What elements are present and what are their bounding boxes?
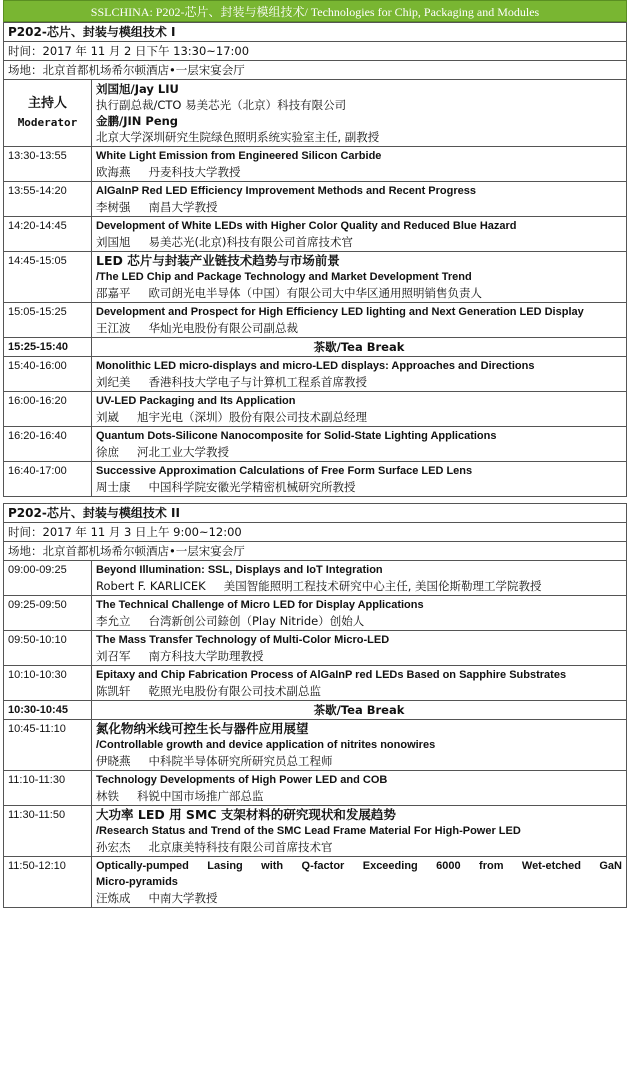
speaker-line <box>96 374 622 390</box>
tea-break: 茶歇/Tea Break <box>92 338 627 357</box>
agenda-row <box>4 462 627 497</box>
speaker-line <box>96 839 622 855</box>
time-slot: 15:05-15:25 <box>4 303 92 338</box>
time-slot: 16:40-17:00 <box>4 462 92 497</box>
speaker-name: 刘崴 <box>96 410 119 424</box>
talk-title-zh: 氮化物纳米线可控生长与器件应用展望 <box>96 721 309 736</box>
time-slot: 14:20-14:45 <box>4 217 92 252</box>
session-1-rows <box>4 147 627 497</box>
speaker-line <box>96 613 622 629</box>
speaker-line <box>96 444 622 460</box>
talk-title: White Light Emission from Engineered Silicon Carbide <box>96 150 382 162</box>
agenda-row <box>4 561 627 596</box>
talk-cell <box>92 771 627 806</box>
speaker-affiliation: 华灿光电股份有限公司副总裁 <box>148 321 298 335</box>
talk-title: AlGaInP Red LED Efficiency Improvement Methods and Recent Progress <box>96 185 476 197</box>
agenda-row <box>4 357 627 392</box>
speaker-name: 汪炼成 <box>96 891 131 905</box>
speaker-name: 孙宏杰 <box>96 840 131 854</box>
speaker-line <box>96 648 622 664</box>
time-slot: 13:30-13:55 <box>4 147 92 182</box>
time-slot: 13:55-14:20 <box>4 182 92 217</box>
agenda-row <box>4 596 627 631</box>
agenda-row <box>4 666 627 701</box>
moderator-2-name: 金鹏/JIN Peng <box>96 114 179 128</box>
session-2-venue: 场地：北京首都机场希尔顿酒店•一层宋宴会厅 <box>4 542 627 561</box>
talk-cell <box>92 720 627 771</box>
talk-title-zh: 大功率 LED 用 SMC 支架材料的研究现状和发展趋势 <box>96 807 396 822</box>
speaker-name: 王江波 <box>96 321 131 335</box>
speaker-name: 伊晓燕 <box>96 754 131 768</box>
moderator-cell <box>92 80 627 147</box>
agenda-row <box>4 147 627 182</box>
speaker-line <box>96 164 622 180</box>
talk-title: Epitaxy and Chip Fabrication Process of AlGaInP red LEDs Based on Sapphire Substrates <box>96 669 567 681</box>
speaker-affiliation: 易美芯光(北京)科技有限公司首席技术官 <box>148 235 353 249</box>
talk-title: UV-LED Packaging and Its Application <box>96 395 296 407</box>
session-2-table <box>3 503 627 908</box>
session-1-table <box>3 22 627 497</box>
speaker-line <box>96 479 622 495</box>
talk-title: The Mass Transfer Technology of Multi-Color Micro-LED <box>96 634 390 646</box>
break-row <box>4 701 627 720</box>
time-slot: 10:30-10:45 <box>4 701 92 720</box>
speaker-affiliation: 南昌大学教授 <box>148 200 218 214</box>
time-slot: 09:50-10:10 <box>4 631 92 666</box>
agenda-row <box>4 217 627 252</box>
time-slot: 15:40-16:00 <box>4 357 92 392</box>
speaker-name: 欧海燕 <box>96 165 131 179</box>
talk-title: Development of White LEDs with Higher Color Quality and Reduced Blue Hazard <box>96 220 517 232</box>
time-slot: 10:10-10:30 <box>4 666 92 701</box>
session-2-rows <box>4 561 627 908</box>
agenda-row <box>4 392 627 427</box>
time-slot: 09:25-09:50 <box>4 596 92 631</box>
moderator-1-title: 执行副总裁/CTO 易美芯光（北京）科技有限公司 <box>96 98 347 112</box>
talk-cell <box>92 357 627 392</box>
session-1-title: P202-芯片、封装与模组技术 I <box>4 23 627 42</box>
agenda-page <box>3 0 627 908</box>
session-2-title: P202-芯片、封装与模组技术 II <box>4 504 627 523</box>
talk-cell <box>92 561 627 596</box>
agenda-row <box>4 771 627 806</box>
talk-cell <box>92 596 627 631</box>
time-slot: 14:45-15:05 <box>4 252 92 303</box>
talk-cell <box>92 666 627 701</box>
speaker-name: 邵嘉平 <box>96 286 131 300</box>
speaker-name: 刘纪美 <box>96 375 131 389</box>
talk-title: /The LED Chip and Package Technology and Market Development Trend <box>96 271 472 283</box>
speaker-affiliation: 美国智能照明工程技术研究中心主任, 美国伦斯勒理工学院教授 <box>223 579 542 593</box>
speaker-name: 刘召军 <box>96 649 131 663</box>
speaker-affiliation: 河北工业大学教授 <box>137 445 229 459</box>
speaker-affiliation: 丹麦科技大学教授 <box>148 165 241 179</box>
moderator-1-name: 刘国旭/Jay LIU <box>96 82 179 96</box>
time-slot: 16:00-16:20 <box>4 392 92 427</box>
talk-cell <box>92 217 627 252</box>
speaker-affiliation: 乾照光电股份有限公司技术副总监 <box>148 684 321 698</box>
speaker-affiliation: 台湾新创公司錼创（Play Nitride）创始人 <box>148 614 365 628</box>
talk-cell <box>92 182 627 217</box>
speaker-name: 周士康 <box>96 480 131 494</box>
speaker-name: 李允立 <box>96 614 131 628</box>
speaker-affiliation: 中科院半导体研究所研究员总工程师 <box>148 754 333 768</box>
talk-title: /Research Status and Trend of the SMC Lead Frame Material For High-Power LED <box>96 825 521 837</box>
session-1-time: 时间：2017 年 11 月 2 日下午 13:30~17:00 <box>4 42 627 61</box>
speaker-affiliation: 香港科技大学电子与计算机工程系首席教授 <box>148 375 367 389</box>
talk-cell <box>92 806 627 857</box>
speaker-name: 李树强 <box>96 200 131 214</box>
moderator-label-en: Moderator <box>17 116 78 129</box>
talk-title: Technology Developments of High Power LED and COB <box>96 774 388 786</box>
talk-cell <box>92 462 627 497</box>
talk-cell <box>92 631 627 666</box>
talk-cell <box>92 147 627 182</box>
speaker-line <box>96 683 622 699</box>
agenda-row <box>4 720 627 771</box>
speaker-name: 徐庶 <box>96 445 119 459</box>
speaker-name: 陈凯轩 <box>96 684 131 698</box>
speaker-name: 林铁 <box>96 789 119 803</box>
time-slot: 09:00-09:25 <box>4 561 92 596</box>
speaker-line <box>96 409 622 425</box>
talk-title: Optically-pumped Lasing with Q-factor Exceeding 6000 from Wet-etched GaN <box>96 860 622 872</box>
time-slot: 11:10-11:30 <box>4 771 92 806</box>
agenda-row <box>4 806 627 857</box>
speaker-name: Robert F. KARLICEK <box>96 579 206 593</box>
moderator-label <box>4 80 92 147</box>
talk-title: /Controllable growth and device application of nitrites nonowires <box>96 739 436 751</box>
speaker-line <box>96 890 622 906</box>
talk-cell <box>92 427 627 462</box>
talk-cell <box>92 857 627 908</box>
talk-title: The Technical Challenge of Micro LED for Display Applications <box>96 599 424 611</box>
break-row <box>4 338 627 357</box>
time-slot: 15:25-15:40 <box>4 338 92 357</box>
session-2-time: 时间：2017 年 11 月 3 日上午 9:00~12:00 <box>4 523 627 542</box>
talk-title: Beyond Illumination: SSL, Displays and IoT Integration <box>96 564 383 576</box>
agenda-row <box>4 631 627 666</box>
speaker-affiliation: 欧司朗光电半导体（中国）有限公司大中华区通用照明销售负责人 <box>148 286 482 300</box>
talk-title: Successive Approximation Calculations of Free Form Surface LED Lens <box>96 465 473 477</box>
agenda-row <box>4 182 627 217</box>
talk-cell <box>92 303 627 338</box>
talk-title-cont: Micro-pyramids <box>96 876 178 888</box>
tea-break: 茶歇/Tea Break <box>92 701 627 720</box>
talk-cell <box>92 392 627 427</box>
talk-cell <box>92 252 627 303</box>
speaker-name: 刘国旭 <box>96 235 131 249</box>
speaker-affiliation: 北京康美特科技有限公司首席技术官 <box>148 840 333 854</box>
speaker-line <box>96 753 622 769</box>
moderator-2-title: 北京大学深圳研究生院绿色照明系统实验室主任, 副教授 <box>96 130 380 144</box>
time-slot: 11:30-11:50 <box>4 806 92 857</box>
talk-title: Quantum Dots-Silicone Nanocomposite for Solid-State Lighting Applications <box>96 430 497 442</box>
speaker-affiliation: 旭宇光电（深圳）股份有限公司技术副总经理 <box>137 410 367 424</box>
speaker-line <box>96 285 622 301</box>
agenda-row <box>4 252 627 303</box>
time-slot: 10:45-11:10 <box>4 720 92 771</box>
banner: SSLCHINA: P202-芯片、封装与模组技术/ Technologies for Chip, Packaging and Modules <box>3 0 627 22</box>
talk-title: Development and Prospect for High Efficiency LED lighting and Next Generation LED Display <box>96 306 584 318</box>
speaker-line <box>96 199 622 215</box>
speaker-line <box>96 320 622 336</box>
time-slot: 16:20-16:40 <box>4 427 92 462</box>
agenda-row <box>4 303 627 338</box>
speaker-affiliation: 中南大学教授 <box>148 891 218 905</box>
speaker-line <box>96 578 622 594</box>
speaker-affiliation: 中国科学院安徽光学精密机械研究所教授 <box>148 480 356 494</box>
agenda-row <box>4 857 627 908</box>
time-slot: 11:50-12:10 <box>4 857 92 908</box>
talk-title: Monolithic LED micro-displays and micro-LED displays: Approaches and Directions <box>96 360 535 372</box>
speaker-line <box>96 788 622 804</box>
talk-title-zh: LED 芯片与封装产业链技术趋势与市场前景 <box>96 253 340 268</box>
moderator-label-zh: 主持人 <box>27 95 67 110</box>
speaker-line <box>96 234 622 250</box>
speaker-affiliation: 科锐中国市场推广部总监 <box>137 789 264 803</box>
session-1-venue: 场地：北京首都机场希尔顿酒店•一层宋宴会厅 <box>4 61 627 80</box>
agenda-row <box>4 427 627 462</box>
speaker-affiliation: 南方科技大学助理教授 <box>148 649 264 663</box>
